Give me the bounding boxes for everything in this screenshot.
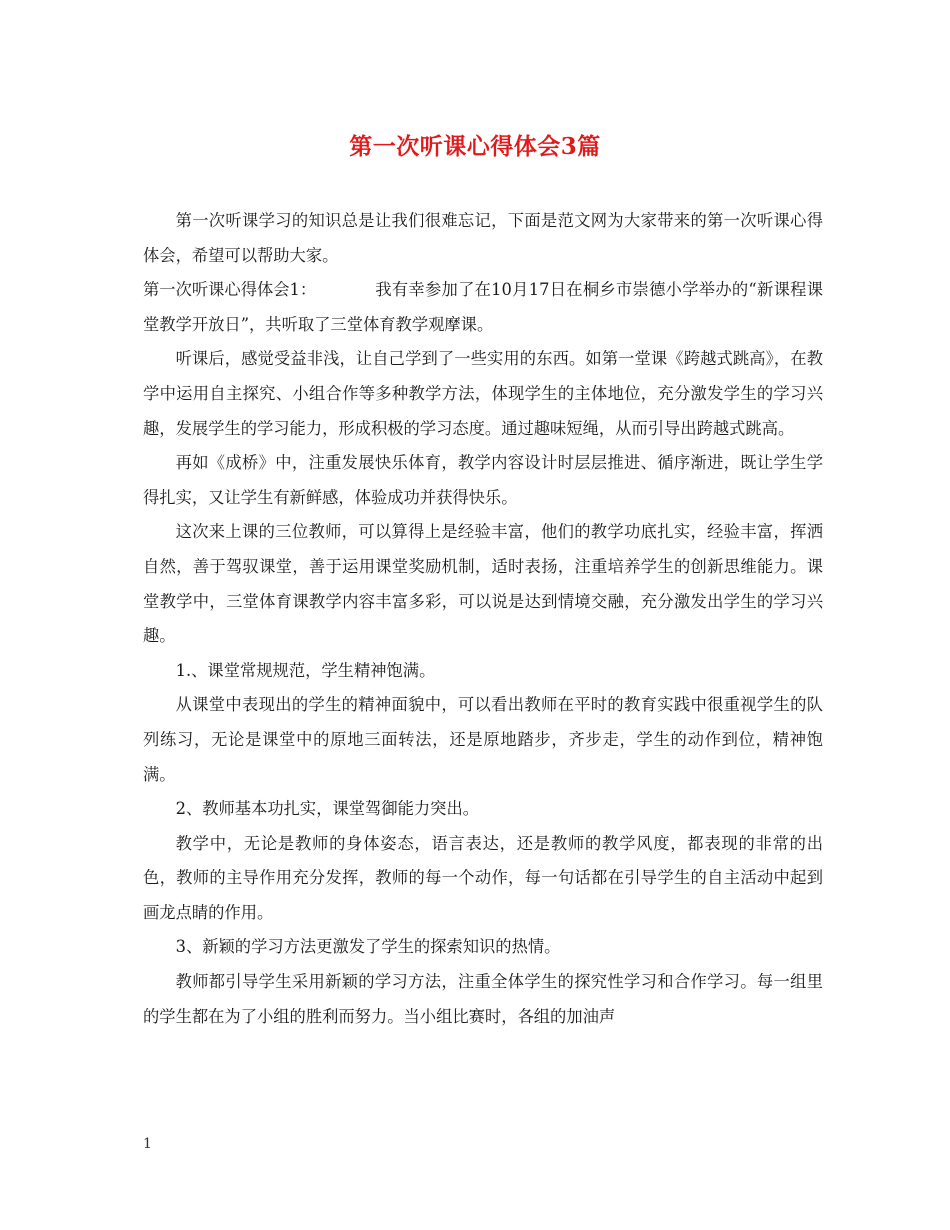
body-paragraph-1: 听课后，感觉受益非浅，让自己学到了一些实用的东西。如第一堂课《跨越式跳高》，在教学中运用自主探究、小组合作等多种教学方法，体现学生的主体地位，充分激发学生的学习兴趣，发展学生的学习能力，形成积极的学习态度。通过趣味短绳，从而引导出跨越式跳高。 <box>143 349 823 438</box>
body-paragraph-6: 教师都引导学生采用新颖的学习方法，注重全体学生的探究性学习和合作学习。每一组里的学生都在为了小组的胜利而努力。当小组比赛时，各组的加油声 <box>143 972 823 1026</box>
point-heading-1: 1.、课堂常规规范，学生精神饱满。 <box>175 660 436 680</box>
point-heading-3: 3、新颖的学习方法更激发了学生的探索知识的热情。 <box>175 937 561 957</box>
intro-paragraph: 第一次听课学习的知识总是让我们很难忘记，下面是范文网为大家带来的第一次听课心得体会，希望可以帮助大家。 <box>143 211 823 265</box>
body-paragraph-4: 从课堂中表现出的学生的精神面貌中，可以看出教师在平时的教育实践中很重视学生的队列练习，无论是课堂中的原地三面转法，还是原地踏步，齐步走，学生的动作到位，精神饱满。 <box>143 695 823 784</box>
point-heading-2: 2、教师基本功扎实，课堂驾御能力突出。 <box>175 799 480 819</box>
section-1-text: 我有幸参加了在10月17日在桐乡市崇德小学举办的“新课程课堂教学开放日”，共听取了三堂体育教学观摩课。 <box>143 280 823 334</box>
page-number: 1 <box>143 1136 152 1152</box>
section-1-label: 第一次听课心得体会1： <box>143 280 317 300</box>
document-title: 第一次听课心得体会3篇 <box>349 133 601 160</box>
body-paragraph-2: 再如《成桥》中，注重发展快乐体育，教学内容设计时层层推进、循序渐进，既让学生学得扎实，又让学生有新鲜感，体验成功并获得快乐。 <box>143 453 823 507</box>
body-paragraph-3: 这次来上课的三位教师，可以算得上是经验丰富，他们的教学功底扎实，经验丰富，挥洒自然，善于驾驭课堂，善于运用课堂奖励机制，适时表扬，注重培养学生的创新思维能力。课堂教学中，三堂体育课教学内容丰富多彩，可以说是达到情境交融，充分激发出学生的学习兴趣。 <box>143 522 823 646</box>
section-1-paragraph <box>143 273 823 342</box>
body-paragraph-5: 教学中，无论是教师的身体姿态，语言表达，还是教师的教学风度，都表现的非常的出色，教师的主导作用充分发挥，教师的每一个动作，每一句话都在引导学生的自主活动中起到画龙点睛的作用。 <box>143 833 823 922</box>
document-body <box>143 204 823 1034</box>
